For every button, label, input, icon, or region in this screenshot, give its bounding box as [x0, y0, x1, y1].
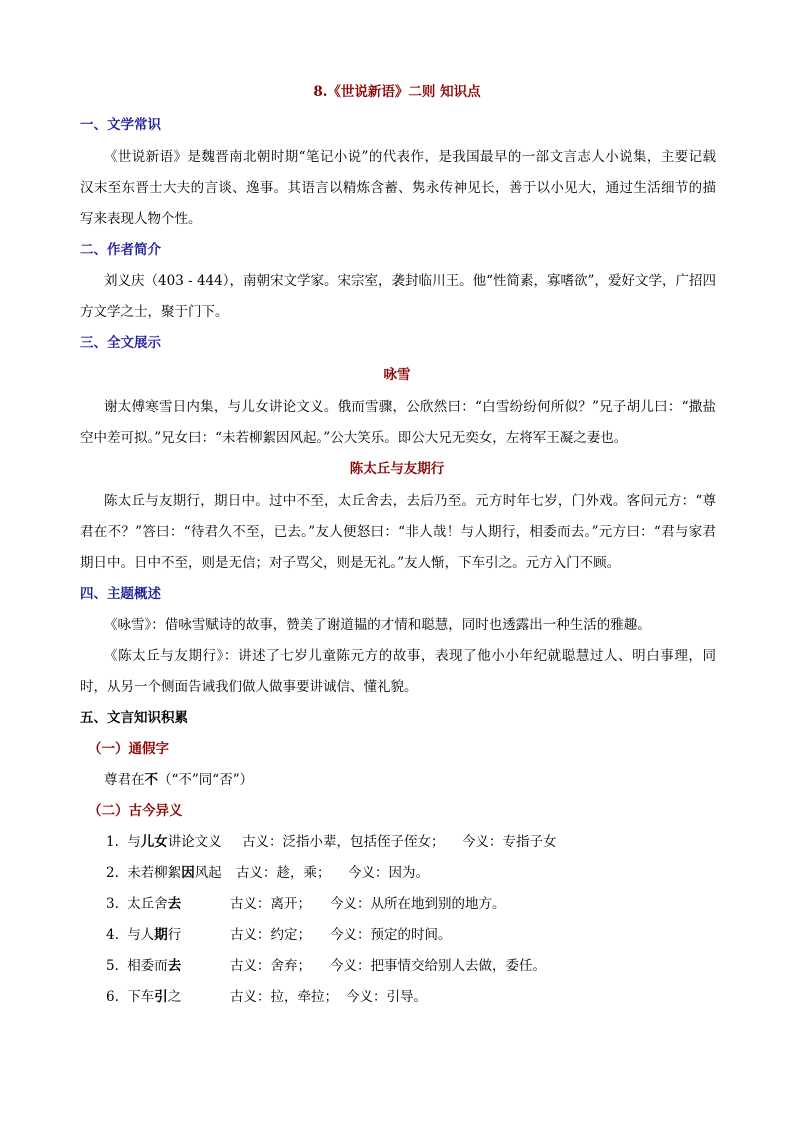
key-word: 引	[154, 989, 168, 1005]
item-number: 3.	[106, 896, 119, 912]
ancient-meaning: 古义：舍弃；	[230, 958, 311, 974]
paragraph-line: 时，从另一个侧面告诫我们做人做事要讲诚信、懂礼貌。	[80, 679, 418, 695]
paragraph-line: 写来表现人物个性。	[80, 211, 202, 227]
key-word: 去	[167, 896, 182, 912]
paragraph-line: 《陈太丘与友期行》：讲述了七岁儿童陈元方的故事，表现了他小小年纪就聪慧过人、明白事理，同	[104, 648, 716, 664]
modern-meaning: 今义：引导。	[346, 989, 427, 1005]
example-note: （“不”同“否”）	[158, 772, 254, 788]
list-item	[106, 864, 222, 882]
key-word: 不	[144, 772, 158, 788]
item-number: 2.	[106, 865, 119, 881]
passage-title-yongxue: 咏雪	[383, 367, 411, 383]
passage-line: 空中差可拟。”兄女曰：“未若柳絮因风起。”公大笑乐。即公大兄无奕女，左将军王凝之妻也。	[80, 430, 628, 446]
section-heading-full-text: 三、全文展示	[80, 335, 161, 351]
list-item	[106, 957, 181, 975]
item-phrase: 与儿女讲论文义	[127, 834, 222, 850]
paragraph-line: 刘义庆（403 - 444），南朝宋文学家。宋宗室，袭封临川王。他“性简素，寡嗜欲”，爱好文学，广招四	[104, 273, 716, 289]
modern-meaning: 今义：专指子女	[462, 834, 557, 850]
paragraph-line: 方文学之士，聚于门下。	[80, 304, 229, 320]
key-word: 去	[167, 958, 182, 974]
passage-line: 陈太丘与友期行，期日中。过中不至，太丘舍去，去后乃至。元方时年七岁，门外戏。客问元方：“尊	[104, 493, 716, 509]
item-number: 4.	[106, 927, 119, 943]
item-number: 6.	[106, 989, 119, 1005]
list-item	[106, 988, 181, 1006]
section-heading-author: 二、作者简介	[80, 242, 161, 258]
list-item	[106, 926, 181, 944]
ancient-meaning: 古义：趁，乘；	[236, 865, 331, 881]
item-phrase: 与人期行	[127, 927, 182, 943]
key-word: 儿女	[140, 834, 168, 850]
document-title: 8.《世说新语》二则 知识点	[313, 84, 481, 100]
ancient-meaning: 古义：拉，牵拉；	[230, 989, 338, 1005]
ancient-meaning: 古义：约定；	[230, 927, 311, 943]
item-number: 5.	[106, 958, 119, 974]
paragraph-line: 《世说新语》是魏晋南北朝时期“笔记小说”的代表作，是我国最早的一部文言志人小说集，主要记载	[104, 149, 716, 165]
example-text: 尊君在	[104, 772, 145, 788]
paragraph-line: 汉末至东晋士大夫的言谈、逸事。其语言以精炼含蓄、隽永传神见长，善于以小见大，通过生活细节的描	[80, 180, 716, 196]
modern-meaning: 今义：因为。	[348, 865, 429, 881]
passage-line: 君在不？”答曰：“待君久不至，已去。”友人便怒曰：“非人哉！与人期行，相委而去。”元方曰：“君与家君	[80, 524, 716, 540]
section-heading-literary-knowledge: 一、文学常识	[80, 117, 161, 133]
subheading-tongjiazi: （一）通假字	[88, 741, 169, 757]
modern-meaning: 今义：预定的时间。	[330, 927, 452, 943]
item-phrase: 下车引之	[127, 989, 182, 1005]
list-item	[106, 895, 181, 913]
passage-line: 期日中。日中不至，则是无信；对子骂父，则是无礼。”友人惭，下车引之。元方入门不顾。	[80, 555, 621, 571]
item-phrase: 相委而去	[127, 958, 182, 974]
passage-title-chentaiqiu: 陈太丘与友期行	[349, 461, 445, 477]
key-word: 期	[154, 927, 168, 943]
modern-meaning: 今义：从所在地到别的地方。	[330, 896, 506, 912]
key-word: 因	[181, 865, 195, 881]
subheading-gujinyiyi: （二）古今异义	[88, 803, 183, 819]
paragraph-line: 《咏雪》：借咏雪赋诗的故事，赞美了谢道韫的才情和聪慧，同时也透露出一种生活的雅趣。	[104, 617, 651, 633]
item-number: 1.	[106, 834, 119, 850]
ancient-meaning: 古义：泛指小辈，包括侄子侄女；	[242, 834, 445, 850]
section-heading-classical-knowledge: 五、文言知识积累	[80, 710, 188, 726]
list-item	[106, 833, 222, 851]
modern-meaning: 今义：把事情交给别人去做，委任。	[330, 958, 546, 974]
ancient-meaning: 古义：离开；	[230, 896, 311, 912]
section-heading-theme: 四、主题概述	[80, 586, 161, 602]
tongjiazi-example	[104, 771, 253, 789]
passage-line: 谢太傅寒雪日内集，与儿女讲论文义。俄而雪骤，公欣然曰：“白雪纷纷何所似？”兄子胡儿曰：“撒盐	[104, 399, 716, 415]
item-phrase: 太丘舍去	[127, 896, 182, 912]
item-phrase: 未若柳絮因风起	[127, 865, 222, 881]
